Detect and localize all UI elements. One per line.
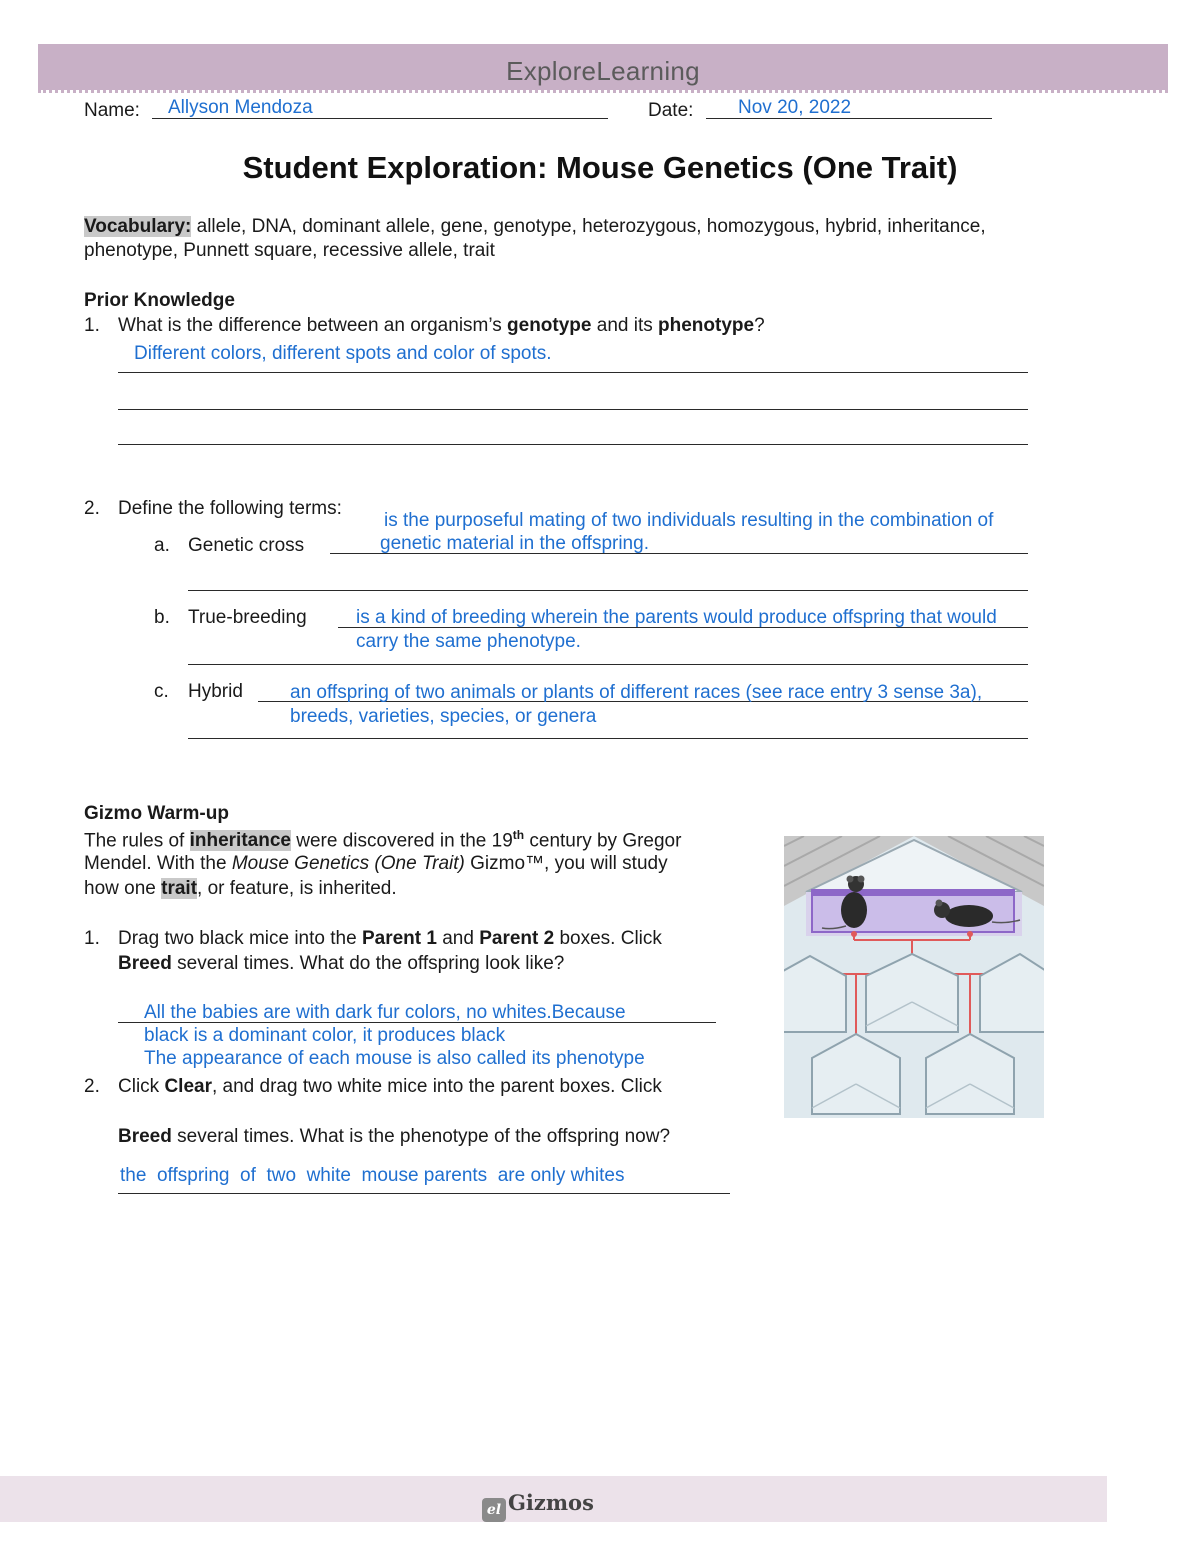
answer-line: [188, 664, 1028, 665]
gizmos-mark-icon: el: [482, 1498, 506, 1522]
prior-knowledge-heading: Prior Knowledge: [84, 290, 235, 311]
clear-term: Clear: [164, 1076, 212, 1097]
warmup-q1-number: 1.: [84, 928, 100, 949]
header-dotted-divider: [38, 90, 1168, 93]
warmup-intro-line-3: [84, 878, 397, 900]
vocabulary-label: Vocabulary:: [84, 216, 192, 237]
warmup-intro-line-1: [84, 828, 681, 852]
parent-2-term: Parent 2: [479, 928, 555, 949]
answer-line: [118, 444, 1028, 445]
prior-q1-text: [118, 315, 765, 337]
header-band: [38, 44, 1168, 90]
warmup-q1-answer-2[interactable]: black is a dominant color, it produces black: [144, 1025, 506, 1046]
term-inheritance: inheritance: [189, 830, 291, 852]
parent-1-term: Parent 1: [361, 928, 437, 949]
gizmo-warmup-heading: Gizmo Warm-up: [84, 803, 229, 824]
warmup-q1-answer-3[interactable]: The appearance of each mouse is also called its phenotype: [144, 1048, 645, 1069]
q2-text: , and drag two white mice into the parent boxes. Click: [211, 1076, 662, 1097]
prior-q2-text: Define the following terms:: [118, 498, 342, 519]
warmup-q2-line-2: [118, 1126, 670, 1148]
answer-line: [118, 372, 1028, 373]
intro-text: were discovered in the 19: [296, 830, 513, 852]
intro-text: Mendel. With the: [84, 853, 227, 874]
answer-line: [118, 1193, 730, 1194]
breed-term: Breed: [118, 953, 172, 974]
prior-q1-post: ?: [754, 315, 765, 336]
term-hybrid: Hybrid: [188, 681, 243, 702]
prior-q1-mid: and its: [596, 315, 653, 336]
vocabulary-terms-2: phenotype, Punnett square, recessive allele, trait: [84, 240, 495, 261]
term-b-letter: b.: [154, 607, 170, 628]
intro-text: , or feature, is inherited.: [197, 878, 397, 899]
prior-q1-number: 1.: [84, 315, 100, 336]
prior-q1-phenotype: phenotype: [658, 315, 755, 336]
warmup-intro-line-2: [84, 853, 668, 875]
mouse-genetics-gizmo-illustration: [784, 836, 1044, 1118]
warmup-q1-answer-1[interactable]: All the babies are with dark fur colors, no whites.Because: [144, 1002, 626, 1023]
genetic-cross-answer-2[interactable]: genetic material in the offspring.: [380, 533, 649, 554]
term-genetic-cross: Genetic cross: [188, 535, 305, 556]
true-breeding-answer-2[interactable]: carry the same phenotype.: [356, 631, 581, 652]
intro-text: The rules of: [84, 830, 185, 852]
q1-text: Drag two black mice into the: [118, 928, 357, 949]
genetic-cross-answer-1[interactable]: is the purposeful mating of two individuals resulting in the combination of: [384, 510, 994, 531]
vocabulary-terms-1: allele, DNA, dominant allele, gene, genotype, heterozygous, homozygous, hybrid, inheritance,: [196, 216, 986, 237]
q2-text: several times. What is the phenotype of the offspring now?: [177, 1126, 671, 1147]
q1-text: several times. What do the offspring look like?: [177, 953, 565, 974]
warmup-q2-line-1: [118, 1076, 662, 1098]
intro-text: how one: [84, 878, 156, 899]
name-value[interactable]: Allyson Mendoza: [168, 97, 313, 118]
gizmos-logo: [482, 1490, 594, 1522]
term-trait: trait: [161, 878, 198, 899]
true-breeding-answer-1[interactable]: is a kind of breeding wherein the parents would produce offspring that would: [356, 607, 997, 628]
q2-text: Click: [118, 1076, 160, 1097]
hybrid-answer-1[interactable]: an offspring of two animals or plants of different races (see race entry 3 sense 3a),: [290, 682, 983, 703]
page-title: Student Exploration: Mouse Genetics (One Trait): [242, 150, 958, 185]
prior-q1-genotype: genotype: [507, 315, 592, 336]
answer-line: [188, 738, 1028, 739]
hybrid-answer-2[interactable]: breeds, varieties, species, or genera: [290, 706, 597, 727]
term-true-breeding: True-breeding: [188, 607, 307, 628]
term-c-letter: c.: [154, 681, 169, 702]
warmup-q1-line-1: [118, 928, 662, 950]
prior-q1-pre: What is the difference between an organism’s: [118, 315, 502, 336]
explorelearning-logo: ExploreLearning: [506, 56, 700, 86]
breed-term: Breed: [118, 1126, 172, 1147]
answer-line: [188, 590, 1028, 591]
intro-text: century by Gregor: [529, 830, 682, 852]
superscript-th: th: [512, 828, 525, 842]
vocabulary-line-1: [84, 216, 986, 238]
name-label: Name:: [84, 100, 140, 121]
date-label: Date:: [648, 100, 694, 121]
prior-q1-answer[interactable]: Different colors, different spots and color of spots.: [134, 343, 552, 364]
answer-line: [118, 409, 1028, 410]
q1-text: boxes. Click: [559, 928, 662, 949]
term-a-letter: a.: [154, 535, 170, 556]
gizmo-name: Mouse Genetics (One Trait): [231, 853, 465, 874]
prior-q2-number: 2.: [84, 498, 100, 519]
gizmos-logo-text: Gizmos: [508, 1490, 594, 1515]
warmup-q2-answer[interactable]: the offspring of two white mouse parents are only whites: [120, 1165, 625, 1186]
warmup-q1-line-2: [118, 953, 564, 975]
date-value[interactable]: Nov 20, 2022: [738, 97, 852, 118]
warmup-q2-number: 2.: [84, 1076, 100, 1097]
intro-text: Gizmo™, you will study: [470, 853, 668, 874]
q1-text: and: [442, 928, 474, 949]
